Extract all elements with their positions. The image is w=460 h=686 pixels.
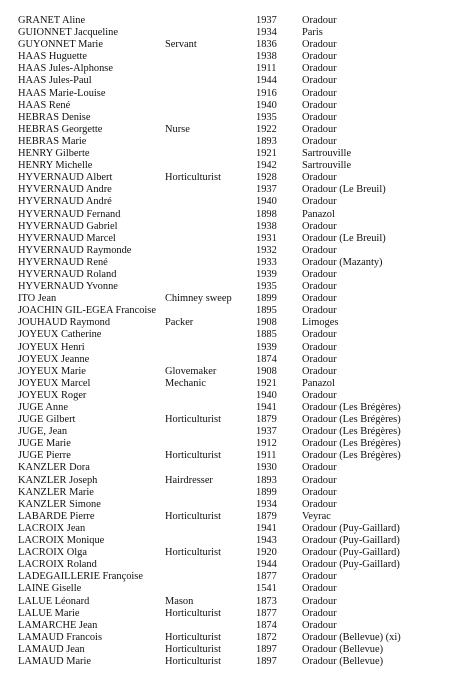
place: Oradour [302,63,337,75]
occupation: Horticulturist [165,414,221,426]
place: Oradour (Puy-Gaillard) [302,522,400,534]
list-row [18,596,458,608]
birth-year: 1937 [256,184,277,196]
list-row [18,245,458,257]
person-name: JOYEUX Marcel [18,377,91,389]
person-name: HYVERNAUD Albert [18,172,113,184]
birth-year: 1873 [256,595,277,607]
birth-year: 1940 [256,196,277,208]
list-row [18,184,458,196]
birth-year: 1874 [256,619,277,631]
occupation: Horticulturist [165,631,221,643]
place: Oradour (Bellevue) [302,655,384,667]
place: Oradour (Bellevue) (xi) [302,631,401,643]
list-row [18,354,458,366]
place: Limoges [302,317,339,329]
birth-year: 1935 [256,111,277,123]
person-name: JOYEUX Roger [18,389,87,401]
birth-year: 1911 [256,63,277,75]
birth-year: 1897 [256,643,277,655]
person-name: HYVERNAUD René [18,256,108,268]
place: Oradour [302,15,337,26]
birth-year: 1943 [256,535,277,547]
person-name: HYVERNAUD André [18,196,112,208]
person-name: LACROIX Roland [18,559,97,571]
person-name: HYVERNAUD Raymonde [18,244,132,256]
place: Oradour [302,595,337,607]
occupation: Mason [165,595,194,607]
person-name: HEBRAS Marie [18,135,87,147]
person-name: JUGE Anne [18,402,68,413]
person-name: LAMAUD Francois [18,631,102,643]
place: Oradour [302,111,337,123]
person-name: JOUHAUD Raymond [18,317,111,329]
list-row [18,378,458,390]
birth-year: 1944 [256,75,277,87]
place: Oradour (Puy-Gaillard) [302,559,400,571]
place: Oradour [302,341,337,353]
list-row [18,583,458,595]
birth-year: 1932 [256,244,277,256]
place: Oradour [302,281,337,293]
place: Oradour (Les Brégères) [302,402,401,413]
place: Oradour (Puy-Gaillard) [302,547,400,559]
place: Oradour [302,462,337,474]
place: Panazol [302,377,335,389]
occupation: Horticulturist [165,450,221,462]
list-row [18,475,458,487]
list-row [18,75,458,87]
place: Oradour [302,268,337,280]
birth-year: 1940 [256,99,277,111]
birth-year: 1877 [256,607,277,619]
person-name: JUGE, Jean [18,426,68,438]
person-name: LAMARCHE Jean [18,619,98,631]
list-row [18,644,458,656]
birth-year: 1938 [256,220,277,232]
occupation: Horticulturist [165,643,221,655]
list-row [18,329,458,341]
birth-year: 1930 [256,462,277,474]
place: Oradour [302,196,337,208]
occupation: Chimney sweep [165,293,232,305]
list-row [18,426,458,438]
place: Sartrouville [302,148,352,160]
birth-year: 1937 [256,426,277,438]
place: Oradour [302,583,337,595]
list-row [18,632,458,644]
birth-year: 1928 [256,172,277,184]
list-row [18,559,458,571]
list-row [18,221,458,233]
person-name: JOYEUX Marie [18,365,86,377]
list-row [18,172,458,184]
list-row [18,88,458,100]
place: Oradour (Les Brégères) [302,450,401,462]
birth-year: 1912 [256,438,277,450]
place: Oradour [302,135,337,147]
person-name: HENRY Michelle [18,160,93,172]
list-row [18,136,458,148]
list-row [18,160,458,172]
place: Oradour [302,607,337,619]
list-row [18,305,458,317]
birth-year: 1836 [256,39,277,51]
list-row [18,487,458,499]
person-name: HENRY Gilberte [18,148,90,160]
person-name: HYVERNAUD Marcel [18,232,116,244]
birth-year: 1898 [256,208,277,220]
place: Oradour [302,329,337,341]
birth-year: 1877 [256,571,277,583]
person-name: HAAS Huguette [18,51,87,63]
person-name: HYVERNAUD Gabriel [18,220,118,232]
birth-year: 1899 [256,293,277,305]
list-row [18,620,458,632]
list-row [18,257,458,269]
list-row [18,511,458,523]
person-name: HYVERNAUD Fernand [18,208,121,220]
list-row [18,124,458,136]
place: Paris [302,27,323,39]
person-name: LABARDE Pierre [18,510,95,522]
person-name: LALUE Léonard [18,595,90,607]
birth-year: 1939 [256,268,277,280]
place: Oradour (Le Breuil) [302,232,386,244]
occupation: Horticulturist [165,607,221,619]
person-name: KANZLER Dora [18,462,90,474]
birth-year: 1872 [256,631,277,643]
list-row [18,499,458,511]
list-row [18,390,458,402]
person-name: GUIONNET Jacqueline [18,27,118,39]
list-row [18,269,458,281]
person-name: JOACHIN GIL-EGEA Francoise [18,305,156,317]
birth-year: 1933 [256,256,277,268]
birth-year: 1937 [256,15,277,26]
person-name: LAMAUD Marie [18,655,92,667]
list-row [18,535,458,547]
occupation: Horticulturist [165,510,221,522]
list-row [18,547,458,559]
person-name: LALUE Marie [18,607,80,619]
person-name: HYVERNAUD Roland [18,268,117,280]
list-row [18,402,458,414]
list-row [18,656,458,668]
person-name: JOYEUX Jeanne [18,353,90,365]
birth-year: 1940 [256,389,277,401]
birth-year: 1921 [256,148,277,160]
birth-year: 1944 [256,559,277,571]
place: Oradour (Les Brégères) [302,414,401,426]
birth-year: 1941 [256,402,277,413]
birth-year: 1934 [256,27,277,39]
place: Oradour (Les Brégères) [302,438,401,450]
birth-year: 1934 [256,498,277,510]
victims-list [18,15,458,668]
person-name: KANZLER Marie [18,486,94,498]
list-row [18,148,458,160]
birth-year: 1874 [256,353,277,365]
list-row [18,317,458,329]
person-name: HEBRAS Denise [18,111,91,123]
place: Oradour [302,87,337,99]
birth-year: 1922 [256,123,277,135]
list-row [18,450,458,462]
place: Oradour [302,353,337,365]
occupation: Glovemaker [165,365,217,377]
occupation: Nurse [165,123,190,135]
place: Oradour [302,39,337,51]
birth-year: 1931 [256,232,277,244]
person-name: JUGE Gilbert [18,414,76,426]
list-row [18,571,458,583]
birth-year: 1895 [256,305,277,317]
place: Oradour [302,220,337,232]
occupation: Horticulturist [165,547,221,559]
person-name: GRANET Aline [18,15,86,26]
birth-year: 1911 [256,450,277,462]
person-name: LADEGAILLERIE Françoise [18,571,143,583]
place: Sartrouville [302,160,352,172]
person-name: HAAS Jules-Paul [18,75,92,87]
person-name: LACROIX Olga [18,547,87,559]
birth-year: 1899 [256,486,277,498]
place: Oradour [302,172,337,184]
person-name: KANZLER Joseph [18,474,98,486]
place: Oradour (Bellevue) [302,643,384,655]
place: Oradour (Les Brégères) [302,426,401,438]
occupation: Horticulturist [165,172,221,184]
birth-year: 1935 [256,281,277,293]
place: Oradour (Le Breuil) [302,184,386,196]
list-row [18,281,458,293]
person-name: JUGE Marie [18,438,71,450]
occupation: Hairdresser [165,474,213,486]
place: Oradour [302,123,337,135]
list-row [18,342,458,354]
person-name: JOYEUX Catherine [18,329,102,341]
place: Oradour [302,75,337,87]
birth-year: 1885 [256,329,277,341]
birth-year: 1938 [256,51,277,63]
list-row [18,100,458,112]
person-name: LACROIX Monique [18,535,105,547]
person-name: JUGE Pierre [18,450,71,462]
person-name: GUYONNET Marie [18,39,103,51]
birth-year: 1897 [256,655,277,667]
place: Oradour [302,293,337,305]
person-name: HYVERNAUD Yvonne [18,281,118,293]
occupation: Servant [165,39,197,51]
birth-year: 1941 [256,522,277,534]
birth-year: 1879 [256,414,277,426]
place: Oradour (Puy-Gaillard) [302,535,400,547]
list-row [18,523,458,535]
list-row [18,608,458,620]
person-name: HEBRAS Georgette [18,123,103,135]
birth-year: 1893 [256,135,277,147]
place: Panazol [302,208,335,220]
place: Oradour [302,619,337,631]
place: Veyrac [302,510,331,522]
occupation: Mechanic [165,377,206,389]
person-name: HAAS Marie-Louise [18,87,106,99]
occupation: Horticulturist [165,655,221,667]
birth-year: 1920 [256,547,277,559]
person-name: HAAS René [18,99,71,111]
place: Oradour [302,571,337,583]
list-row [18,63,458,75]
birth-year: 1939 [256,341,277,353]
place: Oradour [302,474,337,486]
occupation: Packer [165,317,194,329]
place: Oradour [302,305,337,317]
person-name: LACROIX Jean [18,522,86,534]
birth-year: 1879 [256,510,277,522]
birth-year: 1908 [256,317,277,329]
person-name: HYVERNAUD Andre [18,184,112,196]
place: Oradour [302,498,337,510]
place: Oradour [302,51,337,63]
list-row [18,196,458,208]
place: Oradour [302,365,337,377]
person-name: LAINE Giselle [18,583,82,595]
list-row [18,414,458,426]
birth-year: 1541 [256,583,277,595]
list-row [18,39,458,51]
place: Oradour [302,99,337,111]
list-row [18,51,458,63]
person-name: KANZLER Simone [18,498,101,510]
list-row [18,462,458,474]
list-row [18,438,458,450]
birth-year: 1916 [256,87,277,99]
list-row [18,233,458,245]
list-row [18,209,458,221]
person-name: HAAS Jules-Alphonse [18,63,113,75]
birth-year: 1942 [256,160,277,172]
place: Oradour [302,244,337,256]
list-row [18,112,458,124]
place: Oradour (Mazanty) [302,256,383,268]
person-name: LAMAUD Jean [18,643,85,655]
person-name: JOYEUX Henri [18,341,85,353]
birth-year: 1908 [256,365,277,377]
birth-year: 1921 [256,377,277,389]
place: Oradour [302,389,337,401]
person-name: ITO Jean [18,293,57,305]
list-row [18,366,458,378]
birth-year: 1893 [256,474,277,486]
list-row [18,27,458,39]
list-row [18,293,458,305]
place: Oradour [302,486,337,498]
list-row [18,15,458,27]
